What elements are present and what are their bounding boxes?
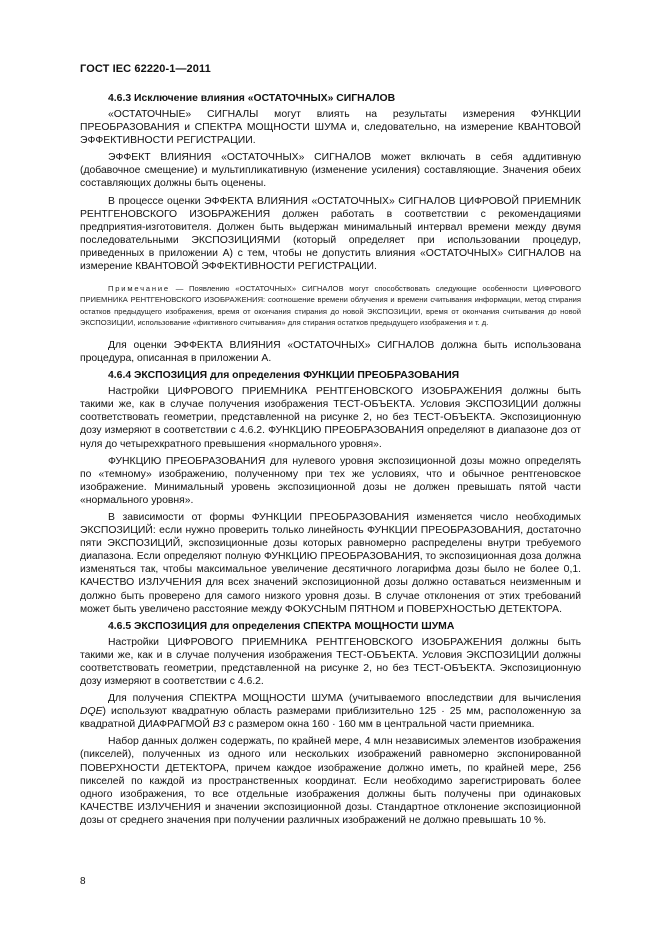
section-4-6-5-title: 4.6.5 ЭКСПОЗИЦИЯ для определения СПЕКТРА МОЩНОСТИ ШУМА [108, 620, 455, 632]
paragraph: ФУНКЦИЮ ПРЕОБРАЗОВАНИЯ для нулевого уровня экспозиционной дозы можно определять по «темному» изображению, полученному при тех же условиях, что и обычное рентгеновское изображение. Минимальный уровень экспозиционной дозы не должен превышать пятой части «нормального уровня». [80, 455, 581, 506]
paragraph: Для оценки ЭФФЕКТА ВЛИЯНИЯ «ОСТАТОЧНЫХ» СИГНАЛОВ должна быть использована процедура, описанная в приложении А. [80, 339, 581, 365]
paragraph [80, 692, 581, 731]
note-text: — Появлению «ОСТАТОЧНЫХ» СИГНАЛОВ могут способствовать следующие особенности ЦИФРОВОГО ПРИЕМНИКА РЕНТГЕНОВСКОГО ИЗОБРАЖЕНИЯ: соотношение времени облучения и времени считывания информации, метод стирания остатков предыдущего изображения, время от окончания стирания до новой ЭКСПОЗИЦИИ, время от окончания считывания до новой ЭКСПОЗИЦИИ, использование «фиктивного считывания» для стирания остатков предыдущего изображения и т. д. [80, 284, 581, 327]
text-run: Для получения СПЕКТРА МОЩНОСТИ ШУМА (учитываемого впоследствии для вычисления [108, 693, 581, 705]
document-header: ГОСТ IEC 62220-1—2011 [80, 63, 211, 75]
paragraph: В зависимости от формы ФУНКЦИИ ПРЕОБРАЗОВАНИЯ изменяется число необходимых ЭКСПОЗИЦИЙ: если нужно проверить только линейность ФУНКЦИИ ПРЕОБРАЗОВАНИЯ, достаточно пяти ЭКСПОЗИЦИЙ, экспозиционные дозы которых равномерно распределены внутри требуемого диапазона. Если определяют полную ФУНКЦИЮ ПРЕОБРАЗОВАНИЯ, то экспозиционная доза должна изменяться так, чтобы максимальное увеличение десятичного логарифма дозы было не более 0,1. КАЧЕСТВО ИЗЛУЧЕНИЯ для всех значений экспозиционной дозы должно оставаться неизменным и должно быть проверено для самого низкого уровня дозы. В случае отклонения от этих требований может быть увеличено расстояние между ФОКУСНЫМ ПЯТНОМ и ПОВЕРХНОСТЬЮ ДЕТЕКТОРА. [80, 511, 581, 615]
note [80, 283, 581, 328]
page-number: 8 [80, 876, 86, 887]
text-run: ) используют квадратную область размерами приблизительно 125 · 25 мм, расположенную за квадратной ДИАФРАГМОЙ [80, 706, 581, 731]
text-run: B3 [212, 719, 226, 731]
paragraph: ЭФФЕКТ ВЛИЯНИЯ «ОСТАТОЧНЫХ» СИГНАЛОВ может включать в себя аддитивную (добавочное смещение) и мультипликативную (изменение усиления) составляющие. Значения обеих составляющих должны быть оценены. [80, 152, 581, 190]
note-label: Примечание [108, 284, 170, 294]
paragraph: Настройки ЦИФРОВОГО ПРИЕМНИКА РЕНТГЕНОВСКОГО ИЗОБРАЖЕНИЯ должны быть такими же, как в случае получения изображения ТЕСТ-ОБЪЕКТА. Условия ЭКСПОЗИЦИИ должны соответствовать геометрии, представленной на рисунке 2, но без ТЕСТ-ОБЪЕКТА. Экспозиционную дозу измеряют в соответствии с 4.6.2. ФУНКЦИЮ ПРЕОБРАЗОВАНИЯ определяют в диапазоне доз от нуля до четырехкратного превышения «нормального уровня». [80, 386, 581, 450]
paragraph: В процессе оценки ЭФФЕКТА ВЛИЯНИЯ «ОСТАТОЧНЫХ» СИГНАЛОВ ЦИФРОВОЙ ПРИЕМНИК РЕНТГЕНОВСКОГО ИЗОБРАЖЕНИЯ должен работать в соответствии с рекомендациями предприятия-изготовителя. Должен быть выдержан минимальный интервал времени между двумя последовательными ЭКСПОЗИЦИЯМИ (который определяет при использовании процедур, приведенных в приложении А) с тем, чтобы не допустить влияния «ОСТАТОЧНЫХ» СИГНАЛОВ на измерение КВАНТОВОЙ ЭФФЕКТИВНОСТИ РЕГИСТРАЦИИ. [80, 195, 581, 273]
paragraph: Настройки ЦИФРОВОГО ПРИЕМНИКА РЕНТГЕНОВСКОГО ИЗОБРАЖЕНИЯ должны быть такими же, как и в случае получения изображения ТЕСТ-ОБЪЕКТА. Условия ЭКСПОЗИЦИИ должны соответствовать геометрии, представленной на рисунке 2, но без ТЕСТ-ОБЪЕКТА. Экспозиционную дозу измеряют в соответствии с 4.6.2. [80, 636, 581, 687]
paragraph: «ОСТАТОЧНЫЕ» СИГНАЛЫ могут влиять на результаты измерения ФУНКЦИИ ПРЕОБРАЗОВАНИЯ и СПЕКТРА МОЩНОСТИ ШУМА и, следовательно, на измерение КВАНТОВОЙ ЭФФЕКТИВНОСТИ РЕГИСТРАЦИИ. [80, 109, 581, 147]
text-run: DQE [80, 706, 103, 718]
paragraph: Набор данных должен содержать, по крайней мере, 4 млн независимых элементов изображения (пикселей), полученных из одного или нескольких изображений равномерно экспонированной ПОВЕРХНОСТИ ДЕТЕКТОРА, причем каждое изображение должно иметь, по крайней мере, 256 пикселей по каждой из пространственных координат. Если необходимо зарегистрировать более одного изображения, то все отдельные изображения должны быть получены при одинаковых КАЧЕСТВЕ ИЗЛУЧЕНИЯ и значении экспозиционной дозы. Стандартное отклонение экспозиционной дозы от среднего значения при получении различных изображений не должно превышать 10 %. [80, 736, 581, 826]
text-run: с размером окна 160 · 160 мм в центральной части приемника. [225, 719, 535, 731]
section-4-6-3-title: 4.6.3 Исключение влияния «ОСТАТОЧНЫХ» СИГНАЛОВ [108, 93, 396, 104]
page-content [80, 92, 581, 827]
section-4-6-4-title: 4.6.4 ЭКСПОЗИЦИЯ для определения ФУНКЦИИ ПРЕОБРАЗОВАНИЯ [108, 370, 460, 382]
